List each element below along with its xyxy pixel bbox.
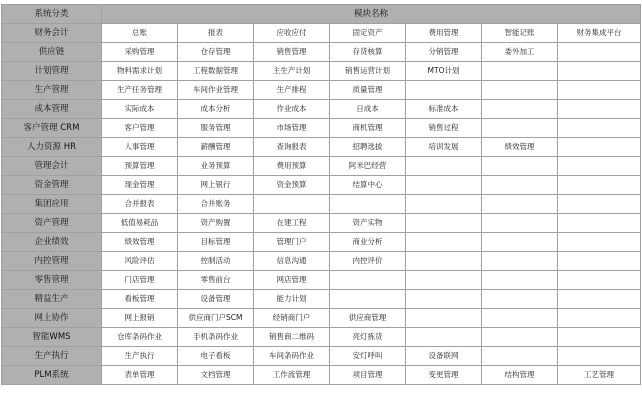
module-cell: 销售管理 [254, 43, 330, 62]
table-row [2, 24, 641, 43]
module-cell: 网店管理 [254, 271, 330, 290]
empty-cell [406, 157, 482, 176]
module-cell: 工作流管理 [254, 366, 330, 385]
table-row [2, 176, 641, 195]
module-cell: 风险评估 [102, 252, 178, 271]
table-row [2, 271, 641, 290]
category-cell: 资产管理 [2, 214, 102, 233]
module-cell: 表单管理 [102, 366, 178, 385]
module-cell: 客户管理 [102, 119, 178, 138]
module-cell: 实际成本 [102, 100, 178, 119]
module-cell: 人事管理 [102, 138, 178, 157]
module-cell: 生产排程 [254, 81, 330, 100]
empty-cell [482, 176, 558, 195]
module-cell: 变更管理 [406, 366, 482, 385]
empty-cell [482, 290, 558, 309]
module-cell: 在建工程 [254, 214, 330, 233]
module-cell: 查询报表 [254, 138, 330, 157]
category-cell: 零售管理 [2, 271, 102, 290]
module-cell: 能力计划 [254, 290, 330, 309]
module-cell: 服务管理 [178, 119, 254, 138]
module-cell: 销售商二维码 [254, 328, 330, 347]
empty-cell [558, 195, 641, 214]
empty-cell [558, 328, 641, 347]
empty-cell [558, 252, 641, 271]
module-cell: 供应商管理 [330, 309, 406, 328]
module-cell: 薪酬管理 [178, 138, 254, 157]
empty-cell [482, 81, 558, 100]
empty-cell [482, 233, 558, 252]
module-cell: 质量管理 [330, 81, 406, 100]
table-row [2, 328, 641, 347]
module-cell: 低值易耗品 [102, 214, 178, 233]
module-cell: 资产实物 [330, 214, 406, 233]
category-cell: 管理会计 [2, 157, 102, 176]
table-row [2, 214, 641, 233]
table-row [2, 119, 641, 138]
empty-cell [406, 195, 482, 214]
module-cell: 看板管理 [102, 290, 178, 309]
module-cell: 销售过程 [406, 119, 482, 138]
category-cell: 生产管理 [2, 81, 102, 100]
module-cell: 资产购置 [178, 214, 254, 233]
empty-cell [254, 195, 330, 214]
module-cell: 控制活动 [178, 252, 254, 271]
module-cell: 生产任务管理 [102, 81, 178, 100]
module-cell: 合并报表 [102, 195, 178, 214]
empty-cell [406, 271, 482, 290]
table-row [2, 100, 641, 119]
module-cell: 门店管理 [102, 271, 178, 290]
module-cell: 信息沟通 [254, 252, 330, 271]
module-cell: 工艺管理 [558, 366, 641, 385]
table-row [2, 43, 641, 62]
empty-cell [558, 119, 641, 138]
category-cell: 内控管理 [2, 252, 102, 271]
module-cell: 零售前台 [178, 271, 254, 290]
empty-cell [406, 252, 482, 271]
module-cell: 设备联网 [406, 347, 482, 366]
empty-cell [558, 62, 641, 81]
category-cell: 精益生产 [2, 290, 102, 309]
matrix-body [2, 24, 641, 385]
empty-cell [482, 271, 558, 290]
table-row [2, 290, 641, 309]
table-row [2, 81, 641, 100]
module-cell: 供应商门户SCM [178, 309, 254, 328]
category-cell: 财务会计 [2, 24, 102, 43]
module-cell: 智能记账 [482, 24, 558, 43]
empty-cell [482, 119, 558, 138]
category-cell: 成本管理 [2, 100, 102, 119]
module-cell: 手机条码作业 [178, 328, 254, 347]
category-cell: 计划管理 [2, 62, 102, 81]
module-cell: 日成本 [330, 100, 406, 119]
module-cell: 资金预算 [254, 176, 330, 195]
category-cell: 网上协作 [2, 309, 102, 328]
module-cell: 阿米巴经营 [330, 157, 406, 176]
empty-cell [482, 309, 558, 328]
category-cell: 智能WMS [2, 328, 102, 347]
category-cell: 资金管理 [2, 176, 102, 195]
module-cell: 仓库条码作业 [102, 328, 178, 347]
empty-cell [482, 62, 558, 81]
module-cell: 主生产计划 [254, 62, 330, 81]
category-header: 系统分类 [2, 5, 102, 24]
empty-cell [558, 290, 641, 309]
empty-cell [330, 290, 406, 309]
empty-cell [558, 138, 641, 157]
module-cell: 分销管理 [406, 43, 482, 62]
empty-cell [406, 214, 482, 233]
module-cell: 经销商门户 [254, 309, 330, 328]
table-row [2, 309, 641, 328]
table-row [2, 62, 641, 81]
module-cell: 合并账务 [178, 195, 254, 214]
category-cell: PLM系统 [2, 366, 102, 385]
table-row [2, 252, 641, 271]
module-cell: 总账 [102, 24, 178, 43]
module-matrix-table [1, 4, 641, 385]
module-cell: 固定资产 [330, 24, 406, 43]
empty-cell [482, 214, 558, 233]
module-cell: 业务预算 [178, 157, 254, 176]
table-row [2, 366, 641, 385]
empty-cell [558, 81, 641, 100]
module-cell: 目标管理 [178, 233, 254, 252]
empty-cell [406, 309, 482, 328]
empty-cell [558, 271, 641, 290]
empty-cell [482, 157, 558, 176]
module-cell: 培训发展 [406, 138, 482, 157]
module-cell: 内控评价 [330, 252, 406, 271]
empty-cell [558, 157, 641, 176]
category-cell: 人力资源 HR [2, 138, 102, 157]
empty-cell [482, 252, 558, 271]
empty-cell [406, 328, 482, 347]
module-cell: 财务集成平台 [558, 24, 641, 43]
module-cell: 绩效管理 [102, 233, 178, 252]
module-cell: 结构管理 [482, 366, 558, 385]
table-row [2, 233, 641, 252]
empty-cell [558, 43, 641, 62]
module-cell: 招聘选拔 [330, 138, 406, 157]
empty-cell [558, 233, 641, 252]
module-cell: 标准成本 [406, 100, 482, 119]
module-cell: 费用管理 [406, 24, 482, 43]
module-cell: 销售运营计划 [330, 62, 406, 81]
empty-cell [330, 271, 406, 290]
module-cell: 成本分析 [178, 100, 254, 119]
category-cell: 集团应用 [2, 195, 102, 214]
empty-cell [406, 81, 482, 100]
empty-cell [482, 195, 558, 214]
table-row [2, 138, 641, 157]
module-cell: 设备管理 [178, 290, 254, 309]
table-row [2, 157, 641, 176]
module-cell: 车间条码作业 [254, 347, 330, 366]
module-cell: 文档管理 [178, 366, 254, 385]
module-header: 模块名称 [102, 5, 641, 24]
empty-cell [406, 233, 482, 252]
module-cell: 网上报销 [102, 309, 178, 328]
module-cell: 绩效管理 [482, 138, 558, 157]
module-cell: 安灯呼叫 [330, 347, 406, 366]
empty-cell [406, 176, 482, 195]
module-cell: 商业分析 [330, 233, 406, 252]
module-cell: 亮灯拣货 [330, 328, 406, 347]
module-cell: MTO计划 [406, 62, 482, 81]
module-cell: 委外加工 [482, 43, 558, 62]
module-cell: 应收应付 [254, 24, 330, 43]
module-cell: 作业成本 [254, 100, 330, 119]
empty-cell [482, 100, 558, 119]
empty-cell [558, 100, 641, 119]
empty-cell [558, 347, 641, 366]
module-cell: 项目管理 [330, 366, 406, 385]
module-cell: 报表 [178, 24, 254, 43]
empty-cell [558, 176, 641, 195]
category-cell: 客户管理 CRM [2, 119, 102, 138]
empty-cell [558, 214, 641, 233]
empty-cell [558, 309, 641, 328]
module-cell: 物料需求计划 [102, 62, 178, 81]
header-row [2, 5, 641, 24]
category-cell: 供应链 [2, 43, 102, 62]
empty-cell [482, 328, 558, 347]
table-row [2, 347, 641, 366]
module-cell: 现金管理 [102, 176, 178, 195]
module-cell: 采购管理 [102, 43, 178, 62]
module-cell: 商机管理 [330, 119, 406, 138]
module-cell: 预算管理 [102, 157, 178, 176]
category-cell: 企业绩效 [2, 233, 102, 252]
module-cell: 网上银行 [178, 176, 254, 195]
module-cell: 仓存管理 [178, 43, 254, 62]
module-cell: 生产执行 [102, 347, 178, 366]
module-cell: 管理门户 [254, 233, 330, 252]
empty-cell [482, 347, 558, 366]
module-cell: 存货核算 [330, 43, 406, 62]
module-cell: 费用预算 [254, 157, 330, 176]
module-cell: 车间作业管理 [178, 81, 254, 100]
category-cell: 生产执行 [2, 347, 102, 366]
module-cell: 结算中心 [330, 176, 406, 195]
module-cell: 工程数据管理 [178, 62, 254, 81]
empty-cell [330, 195, 406, 214]
module-cell: 市场管理 [254, 119, 330, 138]
empty-cell [406, 290, 482, 309]
table-row [2, 195, 641, 214]
module-cell: 电子看板 [178, 347, 254, 366]
